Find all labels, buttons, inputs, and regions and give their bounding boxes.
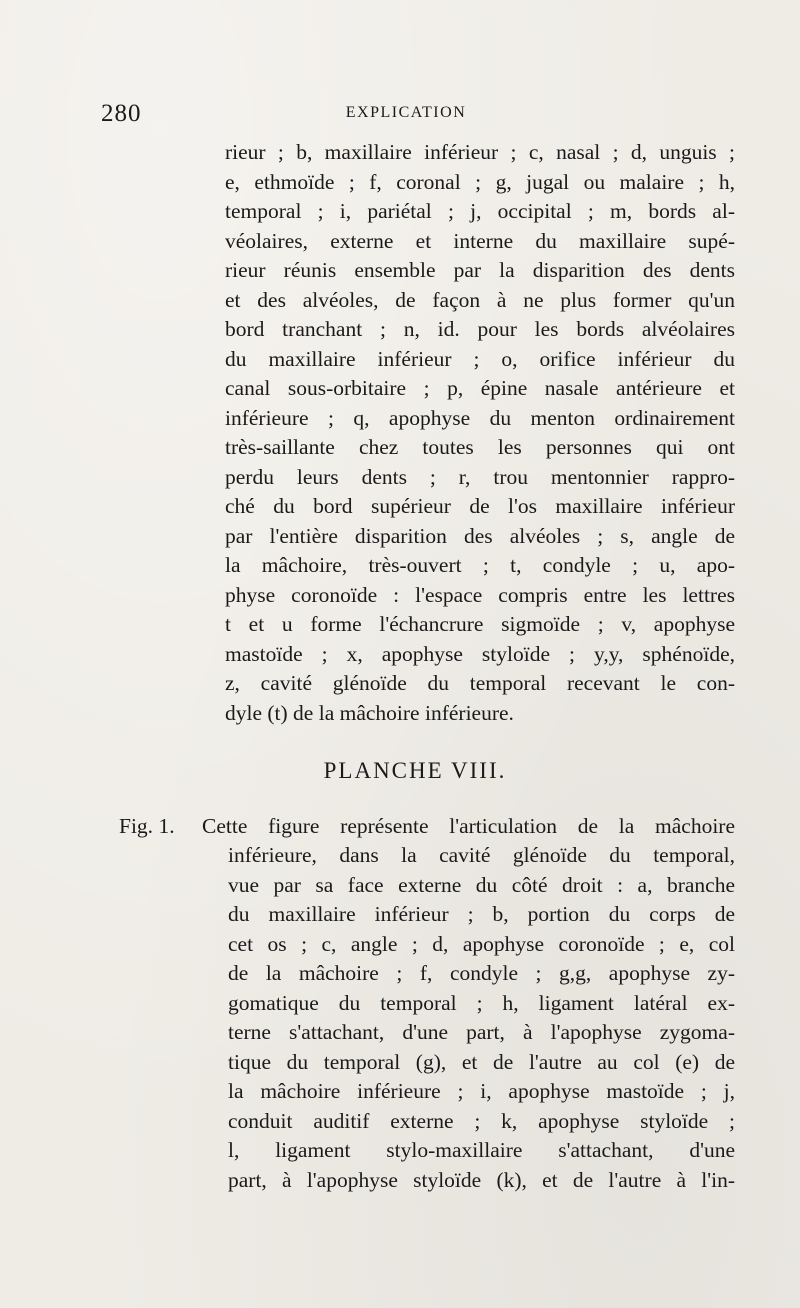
plate-heading: PLANCHE VIII. bbox=[323, 758, 507, 783]
text-line: de la mâchoire ; f, condyle ; g,g, apophyse zy- bbox=[228, 961, 735, 985]
text-line: inférieure ; q, apophyse du menton ordinairement bbox=[225, 405, 735, 430]
text-line: e, ethmoïde ; f, coronal ; g, jugal ou malaire ; h, bbox=[225, 169, 735, 194]
text-line: par l'entière disparition des alvéoles ; s, angle de bbox=[225, 523, 735, 548]
text-line: et des alvéoles, de façon à ne plus former qu'un bbox=[225, 287, 735, 312]
text-line: mastoïde ; x, apophyse styloïde ; y,y, sphénoïde, bbox=[225, 641, 735, 666]
text-line: Cette figure représente l'articulation de la mâchoire bbox=[202, 814, 735, 838]
text-line: rieur réunis ensemble par la disparition des dents bbox=[225, 258, 735, 282]
text-line: canal sous-orbitaire ; p, épine nasale antérieure et bbox=[225, 376, 735, 400]
text-line: la mâchoire, très-ouvert ; t, condyle ; u, apo- bbox=[225, 553, 735, 577]
figure-label-prefix: Fig. bbox=[119, 814, 154, 838]
text-line: très-saillante chez toutes les personnes qui ont bbox=[225, 435, 735, 459]
text-line: dyle (t) de la mâchoire inférieure. bbox=[225, 700, 514, 725]
figure-label bbox=[119, 812, 175, 842]
continuation-paragraph bbox=[225, 138, 735, 728]
text-line: conduit auditif externe ; k, apophyse styloïde ; bbox=[228, 1108, 735, 1133]
text-line: véolaires, externe et interne du maxillaire supé- bbox=[225, 228, 735, 253]
text-line: temporal ; i, pariétal ; j, occipital ; m, bords al- bbox=[225, 199, 735, 223]
text-line: inférieure, dans la cavité glénoïde du temporal, bbox=[228, 843, 735, 867]
text-line: tique du temporal (g), et de l'autre au col (e) de bbox=[228, 1049, 735, 1074]
text-line: du maxillaire inférieur ; o, orifice inférieur du bbox=[225, 346, 735, 371]
text-line: du maxillaire inférieur ; b, portion du corps de bbox=[228, 902, 735, 926]
text-line: z, cavité glénoïde du temporal recevant le con- bbox=[225, 671, 735, 695]
text-line: vue par sa face externe du côté droit : a, branche bbox=[228, 872, 735, 897]
text-line: la mâchoire inférieure ; i, apophyse mastoïde ; j, bbox=[228, 1079, 735, 1103]
text-line: perdu leurs dents ; r, trou mentonnier rappro- bbox=[225, 464, 735, 489]
text-line: part, à l'apophyse styloïde (k), et de l'autre à l'in- bbox=[228, 1167, 735, 1192]
text-line: ché du bord supérieur de l'os maxillaire inférieur bbox=[225, 494, 735, 518]
running-title: EXPLICATION bbox=[345, 104, 467, 121]
figure-caption-first-line bbox=[202, 812, 735, 842]
text-line: terne s'attachant, d'une part, à l'apophyse zygoma- bbox=[228, 1020, 735, 1044]
figure-caption bbox=[228, 841, 735, 1195]
text-line: cet os ; c, angle ; d, apophyse coronoïde ; e, col bbox=[228, 931, 735, 956]
text-line: physe coronoïde : l'espace compris entre les lettres bbox=[225, 582, 735, 607]
text-line: l, ligament stylo-maxillaire s'attachant, d'une bbox=[228, 1138, 735, 1162]
text-line: t et u forme l'échancrure sigmoïde ; v, apophyse bbox=[225, 612, 735, 636]
figure-label-number: 1. bbox=[158, 814, 175, 838]
text-line: rieur ; b, maxillaire inférieur ; c, nasal ; d, unguis ; bbox=[225, 140, 735, 164]
text-line: gomatique du temporal ; h, ligament latéral ex- bbox=[228, 990, 735, 1015]
text-line: bord tranchant ; n, id. pour les bords alvéolaires bbox=[225, 317, 735, 341]
page-number: 280 bbox=[101, 100, 142, 127]
